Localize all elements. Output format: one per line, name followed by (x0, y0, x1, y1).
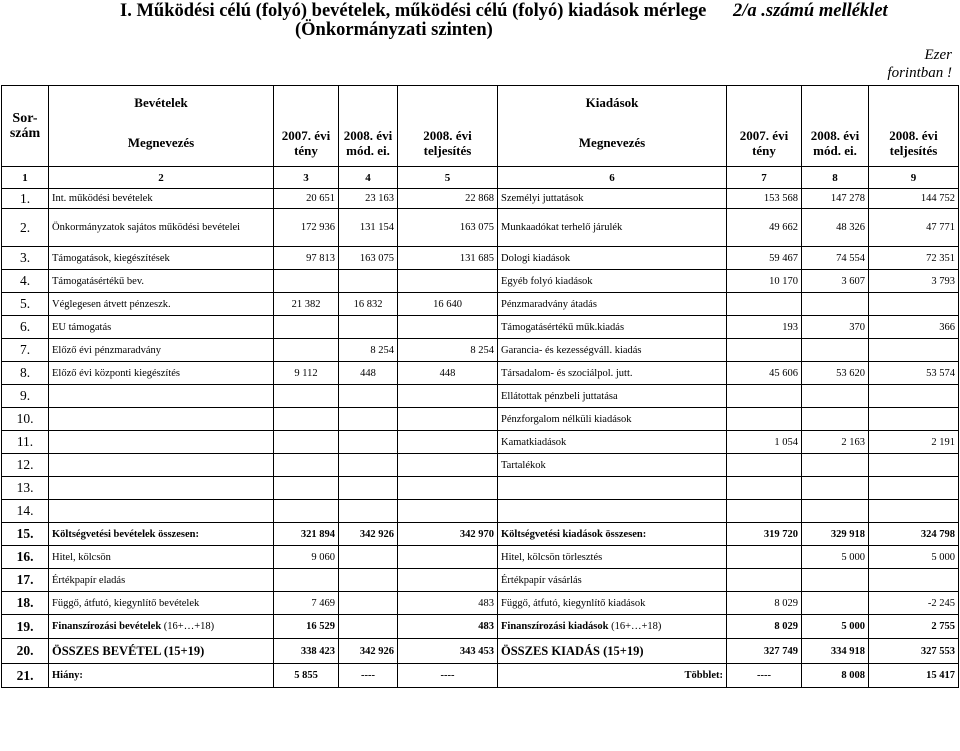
expense-2008-telj (869, 569, 959, 592)
revenue-name: Támogatások, kiegészítések (49, 247, 274, 270)
revenue-2007 (274, 454, 339, 477)
expense-2008-mod: 5 000 (802, 615, 869, 639)
expense-name: Pénzforgalom nélküli kiadások (498, 408, 727, 431)
revenue-2008-telj (398, 385, 498, 408)
expense-2007: 49 662 (727, 209, 802, 247)
revenue-2008-telj: 131 685 (398, 247, 498, 270)
revenue-name: Hitel, kölcsön (49, 546, 274, 569)
revenue-2008-telj (398, 546, 498, 569)
revenue-2008-mod (339, 546, 398, 569)
expense-name (498, 500, 727, 523)
expense-name: Többlet: (498, 664, 727, 688)
col-header-rev-name: Megnevezés (49, 120, 274, 167)
row-number: 14. (2, 500, 49, 523)
expense-2008-telj: 15 417 (869, 664, 959, 688)
revenue-2008-telj (398, 477, 498, 500)
expense-2007 (727, 408, 802, 431)
revenue-2007: 21 382 (274, 293, 339, 316)
expense-2008-telj: 2 191 (869, 431, 959, 454)
revenue-2008-mod: 342 926 (339, 523, 398, 546)
revenue-2007 (274, 270, 339, 293)
expense-2008-mod: 3 607 (802, 270, 869, 293)
col-header-rev-2008-telj: 2008. évi teljesítés (398, 120, 498, 167)
revenue-2007: 321 894 (274, 523, 339, 546)
col-header-kiadasok: Kiadások (498, 86, 727, 120)
revenue-2007: 172 936 (274, 209, 339, 247)
revenue-2007 (274, 339, 339, 362)
expense-2008-telj: 47 771 (869, 209, 959, 247)
revenue-name (49, 431, 274, 454)
expense-2007: 327 749 (727, 639, 802, 664)
revenue-2008-mod (339, 431, 398, 454)
expense-2007 (727, 385, 802, 408)
revenue-name: Int. működési bevételek (49, 189, 274, 209)
expense-name: ÖSSZES KIADÁS (15+19) (498, 639, 727, 664)
revenue-2008-mod: 131 154 (339, 209, 398, 247)
expense-2008-telj: 3 793 (869, 270, 959, 293)
expense-2008-telj: 72 351 (869, 247, 959, 270)
expense-2008-telj: 327 553 (869, 639, 959, 664)
row-number: 1. (2, 189, 49, 209)
row-number: 10. (2, 408, 49, 431)
page-title: I. Működési célú (folyó) bevételek, működési célú (folyó) kiadások mérlege (120, 1, 707, 21)
expense-2008-mod: 329 918 (802, 523, 869, 546)
expense-2007 (727, 454, 802, 477)
expense-name: Társadalom- és szociálpol. jutt. (498, 362, 727, 385)
revenue-name: Előző évi központi kiegészítés (49, 362, 274, 385)
table-row (2, 592, 959, 615)
revenue-2007 (274, 408, 339, 431)
col-header-rev-2008-mod: 2008. évi mód. ei. (339, 120, 398, 167)
expense-2008-telj: 2 755 (869, 615, 959, 639)
table-row (2, 523, 959, 546)
row-number: 15. (2, 523, 49, 546)
revenue-2008-telj (398, 270, 498, 293)
expense-2007 (727, 569, 802, 592)
expense-name: Ellátottak pénzbeli juttatása (498, 385, 727, 408)
column-index: 9 (869, 167, 959, 189)
expense-2007: 319 720 (727, 523, 802, 546)
revenue-2008-mod (339, 477, 398, 500)
revenue-2008-telj: 163 075 (398, 209, 498, 247)
table-row (2, 339, 959, 362)
revenue-2007: 16 529 (274, 615, 339, 639)
expense-2007: 8 029 (727, 615, 802, 639)
row-number: 21. (2, 664, 49, 688)
expense-2008-telj: 53 574 (869, 362, 959, 385)
table-row (2, 431, 959, 454)
table-row (2, 209, 959, 247)
row-number: 9. (2, 385, 49, 408)
expense-name: Függő, átfutó, kiegynlítő kiadások (498, 592, 727, 615)
row-number: 16. (2, 546, 49, 569)
revenue-2008-mod (339, 270, 398, 293)
expense-2007 (727, 477, 802, 500)
row-number: 7. (2, 339, 49, 362)
expense-name (498, 477, 727, 500)
expense-2008-mod: 8 008 (802, 664, 869, 688)
revenue-2008-telj: 16 640 (398, 293, 498, 316)
revenue-name: Támogatásértékű bev. (49, 270, 274, 293)
expense-2008-telj: -2 245 (869, 592, 959, 615)
revenue-2007 (274, 569, 339, 592)
row-number: 11. (2, 431, 49, 454)
expense-name: Munkaadókat terhelő járulék (498, 209, 727, 247)
expense-2007: 10 170 (727, 270, 802, 293)
expense-2008-mod: 334 918 (802, 639, 869, 664)
revenue-2008-mod (339, 408, 398, 431)
header-group-row (2, 86, 959, 120)
column-index: 5 (398, 167, 498, 189)
revenue-2007 (274, 500, 339, 523)
table-row (2, 408, 959, 431)
expense-2008-mod: 147 278 (802, 189, 869, 209)
expense-name: Támogatásértékű műk.kiadás (498, 316, 727, 339)
revenue-2008-mod (339, 316, 398, 339)
expense-2008-mod: 53 620 (802, 362, 869, 385)
table-row (2, 500, 959, 523)
revenue-2008-telj: 343 453 (398, 639, 498, 664)
col-header-exp-2008-telj: 2008. évi teljesítés (869, 120, 959, 167)
expense-2008-telj (869, 385, 959, 408)
expense-2008-mod (802, 293, 869, 316)
revenue-name: Önkormányzatok sajátos működési bevételei (49, 209, 274, 247)
col-header-exp-name: Megnevezés (498, 120, 727, 167)
col-header-exp-2008-mod: 2008. évi mód. ei. (802, 120, 869, 167)
revenue-2008-mod: ---- (339, 664, 398, 688)
revenue-name: Hiány: (49, 664, 274, 688)
expense-2008-telj: 366 (869, 316, 959, 339)
expense-2008-mod (802, 569, 869, 592)
expense-name: Személyi juttatások (498, 189, 727, 209)
revenue-2008-mod: 16 832 (339, 293, 398, 316)
revenue-2007: 7 469 (274, 592, 339, 615)
revenue-2008-mod (339, 500, 398, 523)
revenue-name (49, 477, 274, 500)
revenue-2008-mod (339, 454, 398, 477)
expense-2008-telj: 5 000 (869, 546, 959, 569)
revenue-name: Függő, átfutó, kiegynlítő bevételek (49, 592, 274, 615)
col-header-sorszam: Sor-szám (2, 86, 49, 167)
revenue-name: ÖSSZES BEVÉTEL (15+19) (49, 639, 274, 664)
column-index: 7 (727, 167, 802, 189)
row-number: 3. (2, 247, 49, 270)
revenue-2008-mod (339, 385, 398, 408)
revenue-name (49, 500, 274, 523)
revenue-2007 (274, 385, 339, 408)
row-number: 2. (2, 209, 49, 247)
revenue-2007: 338 423 (274, 639, 339, 664)
revenue-2008-telj (398, 316, 498, 339)
expense-2007 (727, 339, 802, 362)
row-number: 19. (2, 615, 49, 639)
column-index: 1 (2, 167, 49, 189)
header-columns-row (2, 120, 959, 167)
expense-2008-telj (869, 500, 959, 523)
revenue-2008-mod: 163 075 (339, 247, 398, 270)
table-row (2, 664, 959, 688)
expense-2008-telj (869, 408, 959, 431)
revenue-2008-telj (398, 500, 498, 523)
expense-2008-mod: 5 000 (802, 546, 869, 569)
revenue-2008-telj: 483 (398, 592, 498, 615)
expense-2008-mod: 2 163 (802, 431, 869, 454)
expense-name: Hitel, kölcsön törlesztés (498, 546, 727, 569)
table-row (2, 316, 959, 339)
table-row (2, 454, 959, 477)
expense-name: Tartalékok (498, 454, 727, 477)
column-index: 2 (49, 167, 274, 189)
table-row (2, 189, 959, 209)
revenue-2008-telj (398, 408, 498, 431)
expense-2007: ---- (727, 664, 802, 688)
balance-table (1, 85, 959, 688)
table-row (2, 639, 959, 664)
expense-2007 (727, 293, 802, 316)
expense-2007 (727, 546, 802, 569)
column-index: 8 (802, 167, 869, 189)
revenue-name: EU támogatás (49, 316, 274, 339)
revenue-2007 (274, 316, 339, 339)
revenue-name (49, 408, 274, 431)
row-number: 8. (2, 362, 49, 385)
row-number: 17. (2, 569, 49, 592)
expense-2008-telj (869, 339, 959, 362)
revenue-2008-mod: 448 (339, 362, 398, 385)
row-number: 20. (2, 639, 49, 664)
revenue-2008-mod (339, 615, 398, 639)
expense-name: Pénzmaradvány átadás (498, 293, 727, 316)
revenue-name: Finanszírozási bevételek (16+…+18) (49, 615, 274, 639)
annex-label: 2/a .számú melléklet (733, 1, 888, 21)
expense-2007: 59 467 (727, 247, 802, 270)
revenue-2008-telj: ---- (398, 664, 498, 688)
revenue-2008-telj (398, 454, 498, 477)
column-index: 6 (498, 167, 727, 189)
expense-name: Költségvetési kiadások összesen: (498, 523, 727, 546)
expense-2008-mod (802, 500, 869, 523)
revenue-2007 (274, 431, 339, 454)
expense-2008-mod (802, 339, 869, 362)
table-row (2, 615, 959, 639)
col-header-bevetelek: Bevételek (49, 86, 274, 120)
revenue-2008-telj (398, 431, 498, 454)
expense-2008-telj (869, 454, 959, 477)
column-index: 3 (274, 167, 339, 189)
expense-2008-mod: 74 554 (802, 247, 869, 270)
revenue-2008-mod: 8 254 (339, 339, 398, 362)
expense-2008-mod (802, 385, 869, 408)
expense-2008-telj (869, 293, 959, 316)
expense-name: Egyéb folyó kiadások (498, 270, 727, 293)
expense-name: Értékpapír vásárlás (498, 569, 727, 592)
revenue-2008-mod (339, 569, 398, 592)
expense-2007 (727, 500, 802, 523)
expense-name: Garancia- és kezességváll. kiadás (498, 339, 727, 362)
revenue-name: Értékpapír eladás (49, 569, 274, 592)
table-row (2, 385, 959, 408)
revenue-2008-mod: 342 926 (339, 639, 398, 664)
revenue-2007 (274, 477, 339, 500)
row-number: 4. (2, 270, 49, 293)
revenue-2008-telj: 342 970 (398, 523, 498, 546)
expense-2008-telj: 324 798 (869, 523, 959, 546)
table-row (2, 270, 959, 293)
revenue-2008-telj: 8 254 (398, 339, 498, 362)
revenue-name: Költségvetési bevételek összesen: (49, 523, 274, 546)
revenue-2008-telj (398, 569, 498, 592)
table-row (2, 247, 959, 270)
column-index: 4 (339, 167, 398, 189)
col-header-exp-2007: 2007. évi tény (727, 120, 802, 167)
revenue-name (49, 454, 274, 477)
revenue-2008-mod (339, 592, 398, 615)
expense-name: Kamatkiadások (498, 431, 727, 454)
revenue-name: Előző évi pénzmaradvány (49, 339, 274, 362)
table-row (2, 362, 959, 385)
col-header-rev-2007: 2007. évi tény (274, 120, 339, 167)
expense-2007: 153 568 (727, 189, 802, 209)
expense-name: Dologi kiadások (498, 247, 727, 270)
expense-2007: 1 054 (727, 431, 802, 454)
expense-2007: 8 029 (727, 592, 802, 615)
revenue-name (49, 385, 274, 408)
revenue-2008-telj: 448 (398, 362, 498, 385)
revenue-2007: 9 060 (274, 546, 339, 569)
column-index-row (2, 167, 959, 189)
revenue-2008-telj: 483 (398, 615, 498, 639)
row-number: 12. (2, 454, 49, 477)
revenue-2007: 97 813 (274, 247, 339, 270)
expense-2008-telj: 144 752 (869, 189, 959, 209)
page-subtitle: (Önkormányzati szinten) (295, 20, 493, 40)
table-row (2, 477, 959, 500)
revenue-2007: 5 855 (274, 664, 339, 688)
revenue-2007: 20 651 (274, 189, 339, 209)
row-number: 13. (2, 477, 49, 500)
revenue-2008-telj: 22 868 (398, 189, 498, 209)
expense-2008-mod (802, 592, 869, 615)
revenue-2007: 9 112 (274, 362, 339, 385)
table-row (2, 293, 959, 316)
expense-2008-telj (869, 477, 959, 500)
expense-2008-mod (802, 408, 869, 431)
expense-2008-mod (802, 454, 869, 477)
table-row (2, 546, 959, 569)
expense-2008-mod (802, 477, 869, 500)
table-row (2, 569, 959, 592)
row-number: 5. (2, 293, 49, 316)
expense-2007: 193 (727, 316, 802, 339)
expense-2007: 45 606 (727, 362, 802, 385)
expense-2008-mod: 48 326 (802, 209, 869, 247)
unit-label: Ezer forintban ! (887, 47, 952, 81)
expense-name: Finanszírozási kiadások (16+…+18) (498, 615, 727, 639)
revenue-2008-mod: 23 163 (339, 189, 398, 209)
expense-2008-mod: 370 (802, 316, 869, 339)
row-number: 18. (2, 592, 49, 615)
revenue-name: Véglegesen átvett pénzeszk. (49, 293, 274, 316)
row-number: 6. (2, 316, 49, 339)
